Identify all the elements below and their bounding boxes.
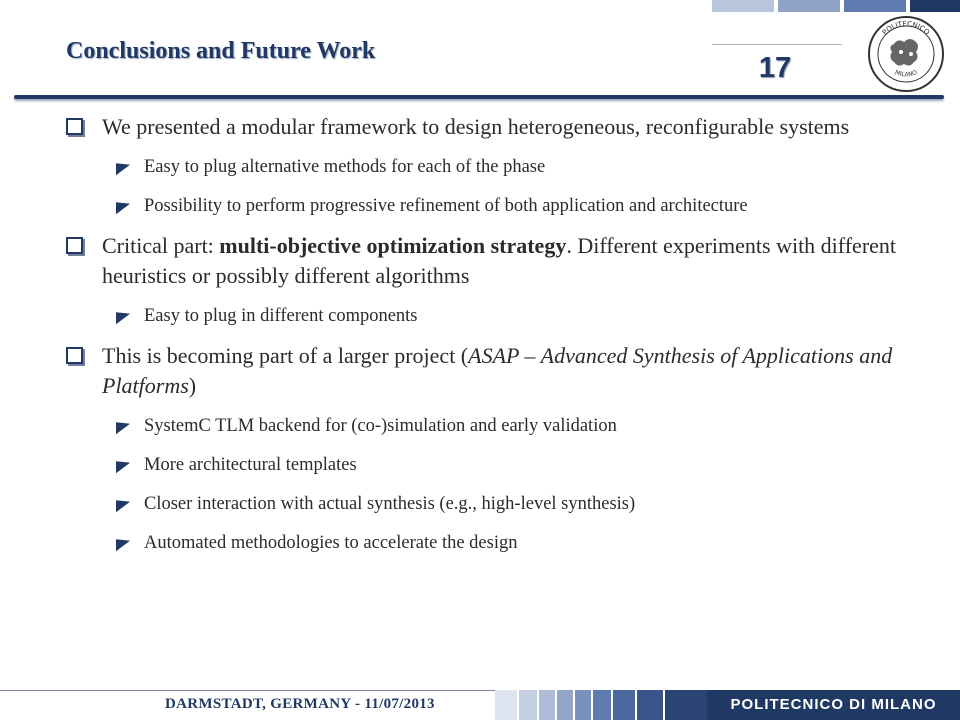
arrow-bullet-icon [116,457,130,474]
bullet-1-text: We presented a modular framework to design heterogeneous, reconfigurable systems [102,114,850,139]
arrow-bullet-icon [116,159,130,176]
slide-title: Conclusions and Future Work [66,38,376,64]
bullet-2-text-pre: Critical part: [102,233,220,258]
bullet-1 [66,112,926,142]
footer-decorative-blocks [495,690,707,720]
politecnico-seal-logo [866,14,946,94]
header-decorative-blocks [712,0,960,12]
square-bullet-icon [66,237,83,254]
bullet-2-text-post: . Different experiments with different heuristics or possibly different algorithms [102,233,897,288]
footer-divider [0,690,495,691]
sub-bullet-text: Possibility to perform progressive refinement of both application and architecture [144,196,748,216]
footer-brand-text: POLITECNICO DI MILANO [730,696,937,713]
svg-text:POLITECNICO: POLITECNICO [880,19,932,37]
sub-bullet-3-4 [66,530,926,557]
bullet-3-text-italic: ASAP – Advanced Synthesis of Applications and Platforms [102,343,893,398]
page-number: 17 [758,52,792,84]
sub-bullet-text: SystemC TLM backend for (co-)simulation and early validation [144,416,617,436]
arrow-bullet-icon [116,535,130,552]
bullet-list [66,112,926,557]
bullet-2-text-bold: multi-objective optimization strategy [219,233,567,258]
title-underline [14,95,944,99]
sub-bullet-text: Easy to plug in different components [144,306,418,326]
sub-bullet-text: More architectural templates [144,455,357,475]
arrow-bullet-icon [116,418,130,435]
bullet-3 [66,341,926,401]
sub-bullet-text: Automated methodologies to accelerate the design [144,533,518,553]
arrow-bullet-icon [116,496,130,513]
sub-bullet-3-2 [66,452,926,479]
bullet-2 [66,231,926,291]
bullet-3-text-post: ) [188,373,197,398]
svg-text:MILANO: MILANO [893,69,919,79]
bullet-3-text-pre: This is becoming part of a larger project ( [102,343,469,368]
arrow-bullet-icon [116,308,130,325]
sub-bullet-1-1 [66,154,926,181]
sub-bullet-text: Easy to plug alternative methods for each of the phase [144,157,546,177]
sub-bullet-3-3 [66,491,926,518]
sub-bullet-text: Closer interaction with actual synthesis (e.g., high-level synthesis) [144,494,636,514]
sub-bullet-3-1 [66,413,926,440]
arrow-bullet-icon [116,198,130,215]
footer-brand-bar [707,690,960,720]
square-bullet-icon [66,118,83,135]
sub-bullet-1-2 [66,193,926,220]
footer-location-date: DARMSTADT, GERMANY - 11/07/2013 [165,696,435,712]
header-divider [712,44,842,45]
square-bullet-icon [66,347,83,364]
sub-bullet-2-1 [66,303,926,330]
